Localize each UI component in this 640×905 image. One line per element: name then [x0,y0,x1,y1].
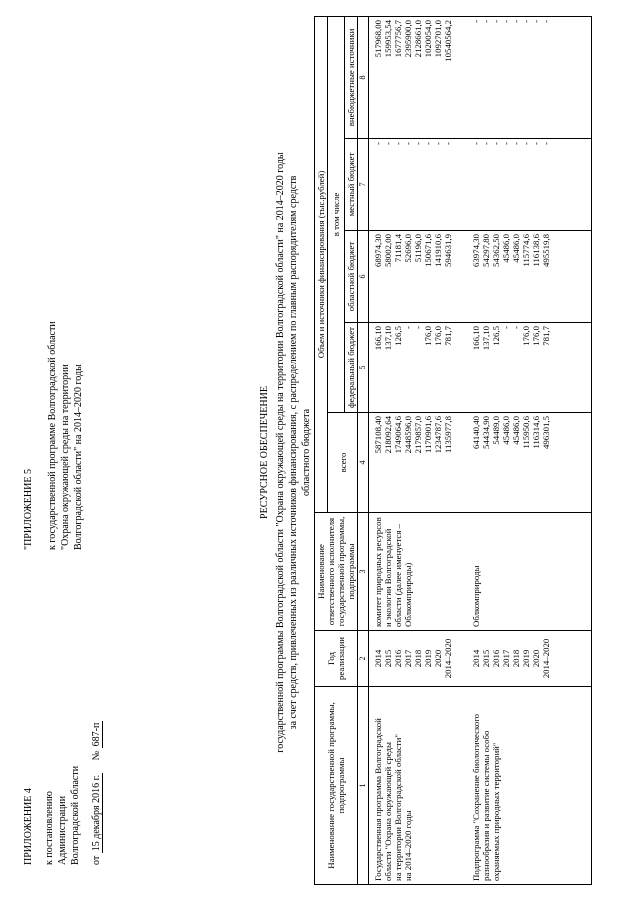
subtitle-line: государственной программы Волгоградской области "Охрана окружающей среды на территории Волгоградской области" на 2014–2020 годы [275,152,286,753]
year-cell [471,631,592,687]
col-number: 8 [358,16,369,138]
cell-value: 176,0 [521,326,531,346]
appendix-4-line: к постановлению [44,791,55,865]
total-cell [471,413,592,513]
cell-value: - [491,142,501,145]
cell-value: 2014 [471,649,481,668]
appendix-4-line: Администрации [57,795,68,865]
cell-value: 496301,5 [541,416,551,449]
cell-value: 1170901,6 [423,416,433,454]
appendix-5-line: Волгоградской области" на 2014–2020 годы [73,364,84,550]
cell-value: 2020 [433,649,443,668]
cell-value: 1135977,8 [443,416,453,454]
document-subtitle [274,0,313,905]
appendix-4-header [22,721,103,865]
cell-value: - [511,19,521,23]
resource-table [314,16,592,885]
cell-value: 2018 [511,649,521,668]
regional-cell [471,231,592,323]
cell-value: 45486,0 [511,234,521,263]
cell-value: 54489,0 [491,416,501,445]
cell-value: 2014–2020 [443,638,453,679]
cell-value: 2019 [423,649,433,668]
subtitle-line: областного бюджета [301,408,312,497]
cell-value: 2179857,0 [413,416,423,454]
cell-value: 116138,6 [531,234,541,267]
cell-value: и экологии Волгоградской [383,528,393,627]
cell-value: - [373,142,383,145]
cell-value: - [403,142,413,145]
cell-value: 1020054,0 [423,19,433,58]
total-cell [369,413,454,513]
cell-value: - [413,326,423,329]
cell-value: Облкомприроды) [403,562,413,627]
cell-value: области (далее именуется – [393,524,403,627]
date-prefix: от [91,855,102,865]
cell-value: Облкомприроды [471,565,481,627]
cell-value: 54434,90 [481,416,491,449]
cell-value: 10540564,2 [443,19,453,62]
local-cell [471,139,592,231]
document-title: РЕСУРСНОЕ ОБЕСПЕЧЕНИЕ [259,386,270,519]
cell-value: на 2014–2020 годы [403,810,413,881]
col-number: 4 [358,413,369,513]
cell-value: 150671,6 [423,234,433,267]
header-regional: областной бюджет [345,231,358,323]
number-prefix: № [91,750,102,761]
cell-value: 1092701,0 [433,19,443,58]
cell-value: - [541,19,551,23]
cell-value: 64140,40 [471,416,481,449]
table-row [471,16,592,884]
cell-value: 517968,00 [373,19,383,58]
cell-value: 176,0 [423,326,433,346]
cell-value: 54362,50 [491,234,501,267]
cell-value: 166,10 [373,326,383,351]
header-executor: Наименование ответственного исполнителя государственной программы, подпрограммы [315,513,358,631]
header-including: в том числе [328,16,345,412]
cell-value: - [501,142,511,145]
header-volume: Объем и источники финансирования (тыс.рублей) [315,16,328,512]
appendix-4-title: ПРИЛОЖЕНИЕ 4 [23,788,34,865]
cell-value: - [501,326,511,329]
executor-cell [471,513,592,631]
cell-value: 2020 [531,649,541,668]
appendix-5-title: "ПРИЛОЖЕНИЕ 5 [23,469,34,550]
cell-value: - [393,142,403,145]
header-extra: внебюджетные источники [345,16,358,138]
cell-value: - [471,19,481,23]
cell-value: 587108,40 [373,416,383,454]
cell-value: 115774,6 [521,234,531,267]
cell-value: - [541,142,551,145]
cell-value: - [471,142,481,145]
appendix-4-date-line [90,721,103,865]
cell-value: - [413,142,423,145]
cell-value: 115950,6 [521,416,531,449]
cell-value: 68974,30 [373,234,383,267]
header-year: Год реализации [315,631,358,687]
cell-value: 45486,0 [501,416,511,445]
cell-value: комитет природных ресурсов [373,517,383,627]
cell-value: на территории Волгоградской области" [393,734,403,881]
year-cell [369,631,454,687]
header-name: Наименование государственной программы, подпрограммы [315,687,358,885]
cell-value: 2015 [383,649,393,668]
appendix-5-line: к государственной программе Волгоградской области [47,321,58,550]
cell-value: 137,10 [383,326,393,351]
cell-value: 166,10 [471,326,481,351]
col-number: 3 [358,513,369,631]
cell-value: 58002,00 [383,234,393,267]
cell-value: разнообразия и развитие системы особо [481,730,491,881]
col-number: 1 [358,687,369,885]
cell-value: 176,0 [531,326,541,346]
cell-value: - [423,142,433,145]
cell-value: - [481,142,491,145]
cell-value: 45486,0 [501,234,511,263]
cell-value: охраняемых природных территорий" [491,742,501,881]
cell-value: 63974,30 [471,234,481,267]
cell-value: 137,10 [481,326,491,351]
cell-value: 2014–2020 [541,638,551,679]
cell-value: 781,7 [443,326,453,346]
cell-value: Государственная программа Волгоградской [373,718,383,881]
cell-value: 126,5 [393,326,403,346]
table-body [369,16,592,884]
cell-value: 2017 [403,649,413,668]
cell-value: - [403,326,413,329]
cell-value: 495519,8 [541,234,551,267]
cell-value: области "Охрана окружающей среды [383,742,393,881]
col-number: 7 [358,139,369,231]
cell-value: - [433,142,443,145]
cell-value: 116314,6 [531,416,541,449]
header-total: всего [328,413,358,513]
cell-value: 2448596,0 [403,416,413,454]
cell-value: 126,5 [491,326,501,346]
local-cell [369,139,454,231]
cell-value: - [521,19,531,23]
cell-value: - [481,19,491,23]
cell-value: 2016 [491,649,501,668]
cell-value: 2017 [501,649,511,668]
cell-value: 2019 [521,649,531,668]
cell-value: 1234787,6 [433,416,443,454]
cell-value: - [511,142,521,145]
cell-value: 2395900,0 [403,19,413,58]
header-federal: федеральный бюджет [345,323,358,413]
cell-value: - [443,142,453,145]
col-number: 5 [358,323,369,413]
federal-cell [369,323,454,413]
cell-value: 51196,0 [413,234,423,263]
decree-number: 687-п [91,722,102,747]
program-name-cell [369,687,454,885]
extra-cell [471,16,592,138]
federal-cell [471,323,592,413]
cell-value: - [521,142,531,145]
subtitle-line: за счет средств, привлеченных из различных источников финансирования, с распределением по главным распорядителям средств [288,175,299,730]
regional-cell [369,231,454,323]
cell-value: - [531,19,541,23]
cell-value: 1677756,7 [393,19,403,58]
table-row [369,16,454,884]
appendix-4-line: Волгоградской области [70,765,81,865]
cell-value: 176,0 [433,326,443,346]
cell-value: - [531,142,541,145]
program-name-cell [471,687,592,885]
cell-value: 2018 [413,649,423,668]
cell-value: 52696,0 [403,234,413,263]
appendix-5-header [22,321,85,550]
cell-value: Подпрограмма "Сохранение биологического [471,713,481,881]
cell-value: 218092,64 [383,416,393,454]
cell-value: 54297,80 [481,234,491,267]
row-spacer [453,16,471,884]
cell-value: 71181,4 [393,234,403,263]
cell-value: 1749064,6 [393,416,403,454]
cell-value: 781,7 [541,326,551,346]
cell-value: - [511,326,521,329]
extra-cell [369,16,454,138]
cell-value: 2014 [373,649,383,668]
cell-value: - [383,142,393,145]
cell-value: 45486,0 [511,416,521,445]
cell-value: - [501,19,511,23]
header-local: местный бюджет [345,139,358,231]
executor-cell [369,513,454,631]
decree-date: 15 декабря 2016 г. [91,774,102,852]
col-number: 2 [358,631,369,687]
cell-value: 141910,6 [433,234,443,267]
col-number: 6 [358,231,369,323]
cell-value: 2128661,0 [413,19,423,58]
cell-value: - [491,19,501,23]
cell-value: 159953,54 [383,19,393,58]
cell-value: 2015 [481,649,491,668]
cell-value: 2016 [393,649,403,668]
appendix-5-line: "Охрана окружающей среды на территории [60,364,71,550]
cell-value: 594631,9 [443,234,453,267]
